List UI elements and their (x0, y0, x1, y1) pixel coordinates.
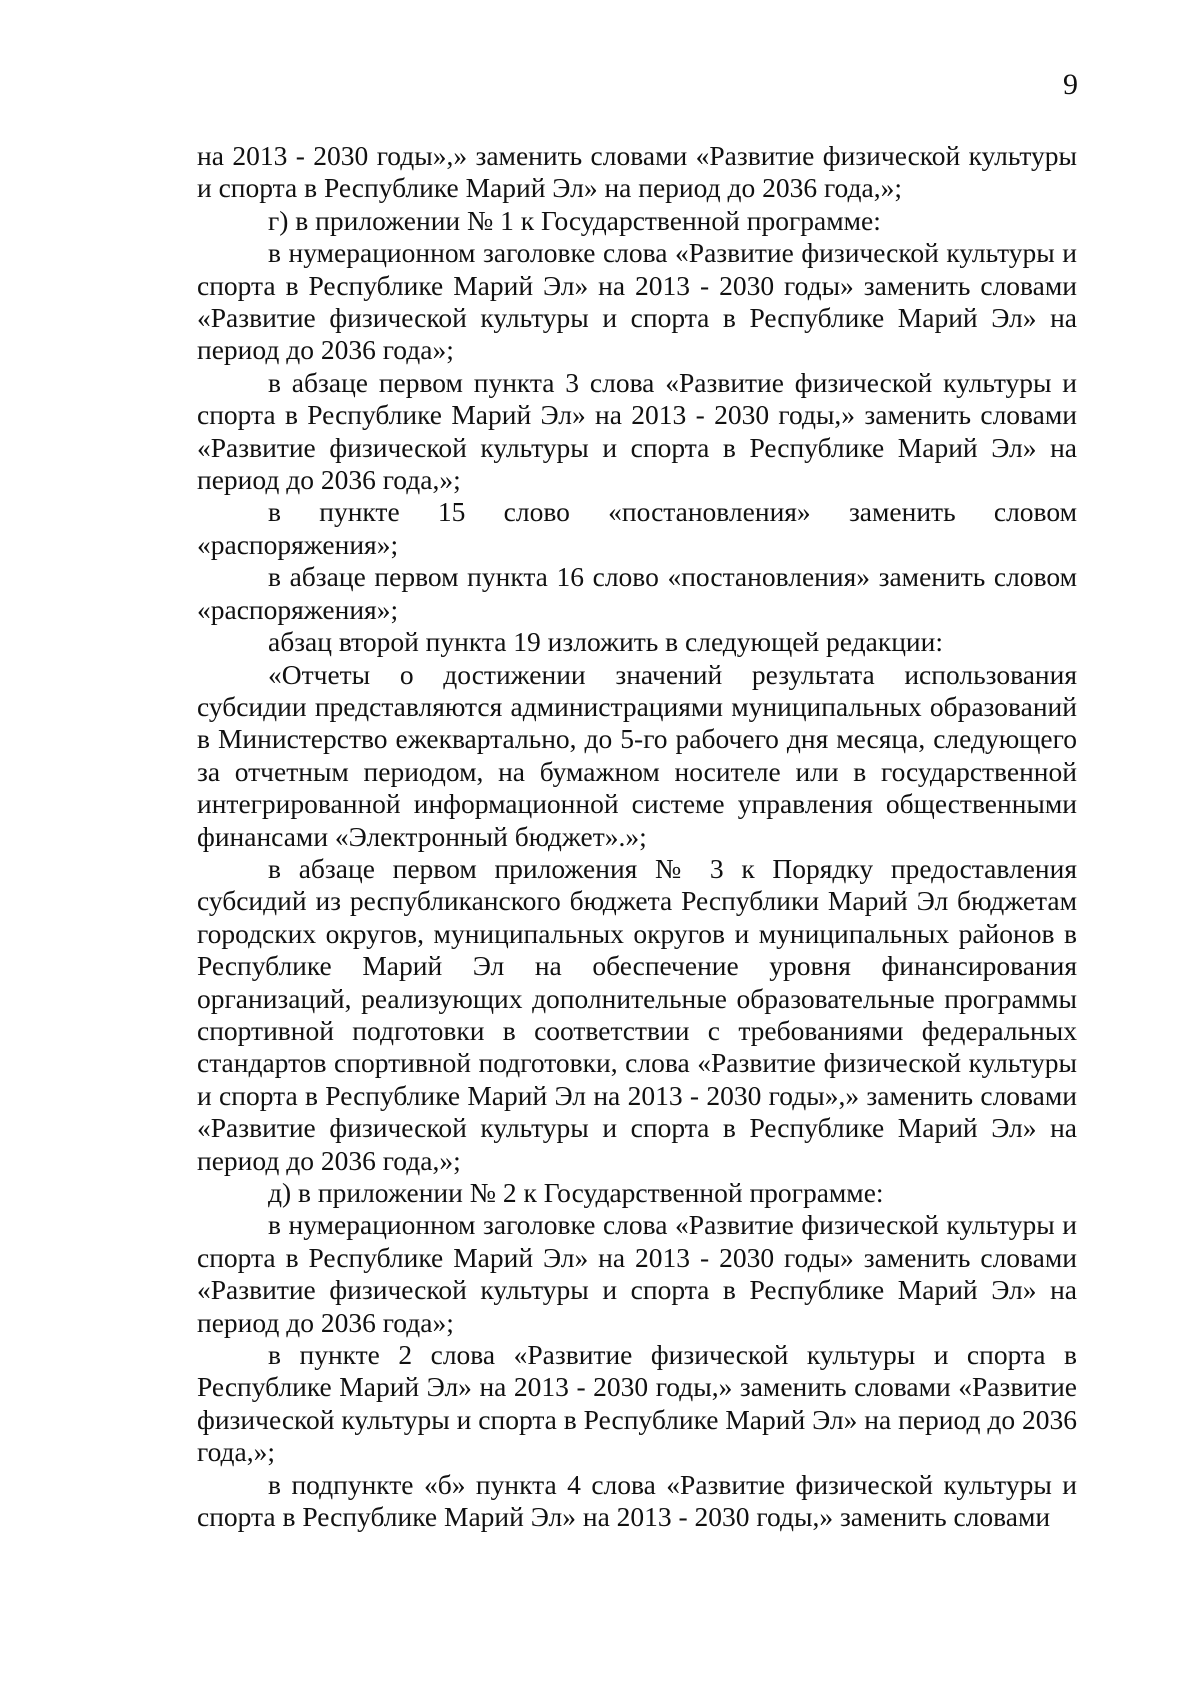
paragraph: в абзаце первом пункта 3 слова «Развитие физической культуры и спорта в Республике Марий Эл» на 2013 - 2030 годы,» заменить словами «Развитие физической культуры и спорта в Республике Марий Эл» на период до 2036 года,»; (197, 366, 1077, 496)
paragraph: в пункте 15 слово «постановления» заменить словом «распоряжения»; (197, 496, 1077, 560)
paragraph: в абзаце первом пункта 16 слово «постановления» заменить словом «распоряжения»; (197, 561, 1077, 625)
paragraph: абзац второй пункта 19 изложить в следующей редакции: (268, 626, 943, 658)
paragraph: на 2013 - 2030 годы»,» заменить словами «Развитие физической культуры и спорта в Республике Марий Эл» на период до 2036 года,»; (197, 140, 1077, 204)
paragraph: в пункте 2 слова «Развитие физической культуры и спорта в Республике Марий Эл» на 2013 - 2030 годы,» заменить словами «Развитие физической культуры и спорта в Республике Марий Эл» на период до 2036 года,»; (197, 1339, 1077, 1468)
paragraph: в нумерационном заголовке слова «Развитие физической культуры и спорта в Республике Марий Эл» на 2013 - 2030 годы» заменить словами «Развитие физической культуры и спорта в Республике Марий Эл» на период до 2036 года»; (197, 237, 1077, 366)
paragraph: г) в приложении № 1 к Государственной программе: (268, 204, 881, 236)
paragraph: в подпункте «б» пункта 4 слова «Развитие физической культуры и спорта в Республике Марий Эл» на 2013 - 2030 годы,» заменить словами (197, 1468, 1077, 1533)
document-body (197, 140, 1077, 1533)
paragraph: в нумерационном заголовке слова «Развитие физической культуры и спорта в Республике Марий Эл» на 2013 - 2030 годы» заменить словами «Развитие физической культуры и спорта в Республике Марий Эл» на период до 2036 года»; (197, 1209, 1077, 1338)
paragraph: «Отчеты о достижении значений результата использования субсидии представляются администрациями муниципальных образований в Министерство ежеквартально, до 5-го рабочего дня месяца, следующего за отчетным периодом, на бумажном носителе или в государственной интегрированной информационной системе управления общественными финансами «Электронный бюджет».»; (197, 658, 1077, 852)
page-number: 9 (1063, 68, 1078, 101)
paragraph: д) в приложении № 2 к Государственной программе: (268, 1177, 884, 1208)
paragraph: в абзаце первом приложения № 3 к Порядку предоставления субсидий из республиканского бюджета Республики Марий Эл бюджетам городских округов, муниципальных округов и муниципальных районов в Республике Марий Эл на обеспечение уровня финансирования организаций, реализующих дополнительные образовательные программы спортивной подготовки в соответствии с требованиями федеральных стандартов спортивной подготовки, слова «Развитие физической культуры и спорта в Республике Марий Эл на 2013 - 2030 годы»,» заменить словами «Развитие физической культуры и спорта в Республике Марий Эл» на период до 2036 года,»; (197, 852, 1077, 1176)
